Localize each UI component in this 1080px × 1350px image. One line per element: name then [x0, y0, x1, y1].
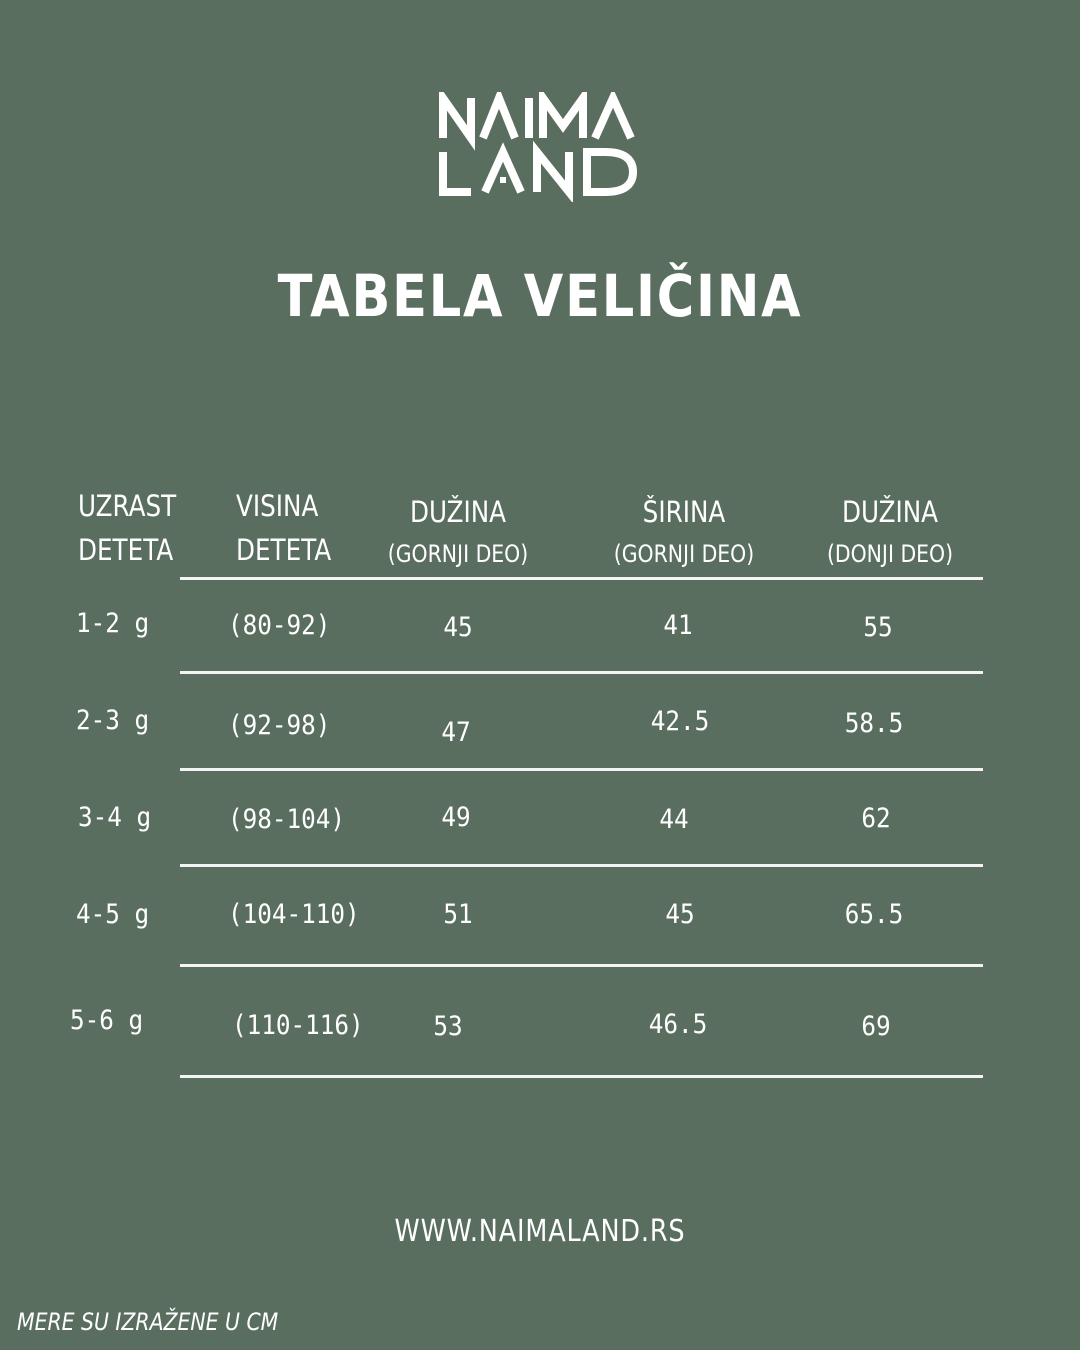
row-1-top-length: 45 — [443, 612, 473, 643]
col-header-bottom-length-line2: (DONJI DEO) — [826, 540, 954, 568]
row-5-top-length: 53 — [433, 1011, 463, 1042]
row-4-top-width: 45 — [665, 899, 695, 930]
row-2-height: (92-98) — [228, 710, 331, 741]
row-divider — [180, 964, 983, 967]
col-header-age — [78, 484, 176, 572]
row-4-bottom-length: 65.5 — [844, 899, 904, 930]
naimaland-logo — [437, 92, 647, 202]
row-1-height: (80-92) — [228, 610, 331, 641]
row-2-age: 2-3 g — [76, 705, 150, 736]
row-5-height: (110-116) — [232, 1010, 364, 1041]
row-5-top-width: 46.5 — [648, 1009, 708, 1040]
row-divider — [180, 768, 983, 771]
row-3-age: 3-4 g — [78, 802, 152, 833]
col-header-top-length-line2: (GORNJI DEO) — [387, 540, 529, 568]
table-bottom-divider — [180, 1075, 983, 1078]
col-header-age-line1: UZRAST — [78, 489, 177, 523]
row-divider — [180, 671, 983, 674]
row-2-top-width: 42.5 — [650, 706, 710, 737]
row-1-bottom-length: 55 — [863, 612, 893, 643]
col-header-age-line2: DETETA — [78, 533, 174, 567]
col-header-top-length-line1: DUŽINA — [409, 495, 507, 529]
row-1-age: 1-2 g — [76, 608, 150, 639]
row-2-top-length: 47 — [441, 717, 471, 748]
row-5-bottom-length: 69 — [861, 1011, 891, 1042]
row-divider — [180, 864, 983, 867]
col-header-height — [236, 484, 331, 572]
page-title: TABELA VELIČINA — [277, 262, 803, 330]
row-4-age: 4-5 g — [76, 899, 150, 930]
row-2-bottom-length: 58.5 — [844, 708, 904, 739]
col-header-top-length — [373, 490, 543, 574]
row-3-bottom-length: 62 — [861, 803, 891, 834]
row-5-age: 5-6 g — [70, 1005, 144, 1036]
row-4-top-length: 51 — [443, 899, 473, 930]
header-divider — [180, 577, 983, 580]
col-header-height-line2: DETETA — [236, 533, 332, 567]
logo-graphic — [437, 92, 647, 202]
col-header-height-line1: VISINA — [236, 489, 319, 523]
row-3-height: (98-104) — [228, 804, 346, 835]
col-header-bottom-length — [805, 490, 975, 574]
units-note: MERE SU IZRAŽENE U CM — [17, 1308, 279, 1336]
row-1-top-width: 41 — [663, 610, 693, 641]
row-3-top-width: 44 — [659, 804, 689, 835]
col-header-bottom-length-line1: DUŽINA — [841, 495, 939, 529]
col-header-top-width-line2: (GORNJI DEO) — [613, 540, 755, 568]
row-3-top-length: 49 — [441, 802, 471, 833]
row-4-height: (104-110) — [228, 899, 360, 930]
col-header-top-width-line1: ŠIRINA — [642, 495, 726, 529]
website-link[interactable]: WWW.NAIMALAND.RS — [394, 1214, 686, 1249]
col-header-top-width — [599, 490, 769, 574]
